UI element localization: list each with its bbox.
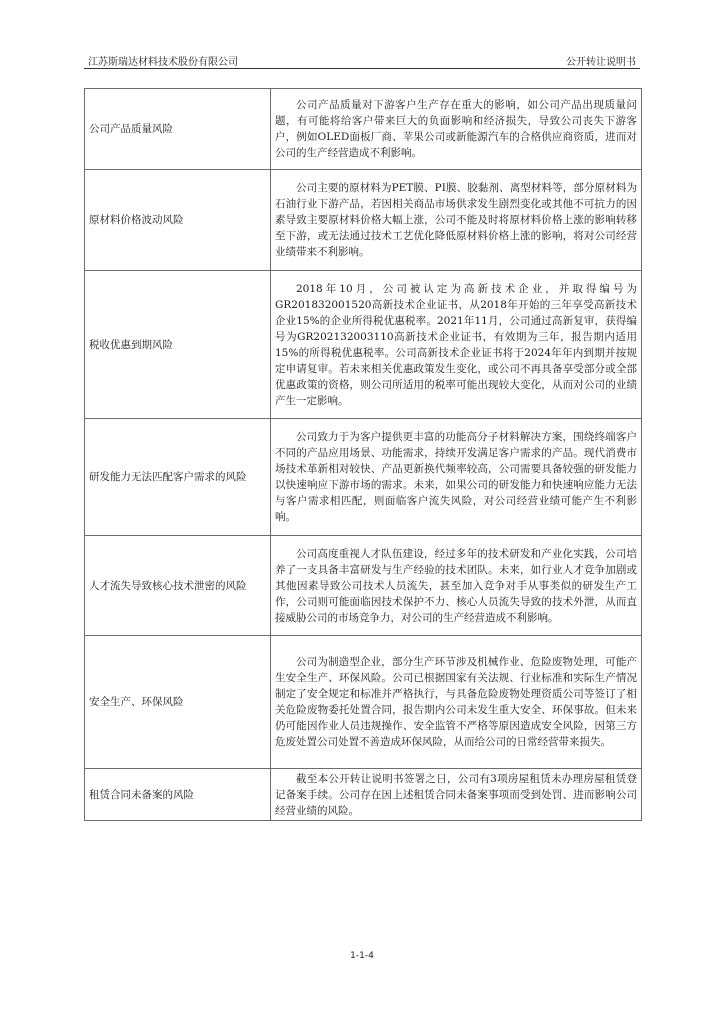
- table-row: [85, 89, 642, 170]
- table-row: [85, 536, 642, 636]
- document-title: 公开转让说明书: [566, 57, 636, 68]
- table-row: [85, 769, 642, 821]
- risk-name: 人才流失导致核心技术泄密的风险: [85, 536, 271, 636]
- page-header: [84, 50, 640, 68]
- table-row: [85, 419, 642, 536]
- risk-name: 原材料价格波动风险: [85, 170, 271, 271]
- risk-table: [84, 88, 642, 821]
- page-number: 1-1-4: [350, 951, 374, 961]
- table-row: [85, 271, 642, 419]
- risk-description: 公司主要的原材料为PET膜、PI膜、胶黏剂、离型材料等，部分原材料为石油行业下游产品，若因相关商品市场供求发生剧烈变化或其他不可抗力的因素导致主要原材料价格大幅上涨，公司不能及时将原材料价格上涨的影响转移至下游，或无法通过技术工艺优化降低原材料价格上涨的影响，将对公司经营业绩带来不利影响。: [271, 170, 642, 271]
- risk-description: 公司高度重视人才队伍建设，经过多年的技术研发和产业化实践，公司培养了一支具备丰富研发与生产经验的技术团队。未来，如行业人才竞争加剧或其他因素导致公司技术人员流失，甚至加入竞争对手从事类似的研发生产工作，公司则可能面临因技术保护不力、核心人员流失导致的技术外泄，从而直接威胁公司的市场竞争力，对公司的生产经营造成不利影响。: [271, 536, 642, 636]
- risk-description: 截至本公开转让说明书签署之日，公司有3项房屋租赁未办理房屋租赁登记备案手续。公司存在因上述租赁合同未备案事项而受到处罚、进而影响公司经营业绩的风险。: [271, 769, 642, 821]
- risk-description: 公司产品质量对下游客户生产存在重大的影响，如公司产品出现质量问题，有可能将给客户带来巨大的负面影响和经济损失，导致公司丧失下游客户，例如OLED面板厂商、苹果公司或新能源汽车的合格供应商资质，进而对公司的生产经营造成不利影响。: [271, 89, 642, 170]
- risk-name: 税收优惠到期风险: [85, 271, 271, 419]
- table-row: [85, 636, 642, 769]
- risk-description: 2018年10月，公司被认定为高新技术企业，并取得编号为GR201832001520高新技术企业证书，从2018年开始的三年享受高新技术企业15%的企业所得税优惠税率。2021年11月，公司通过高新复审，获得编号为GR202132003110高新技术企业证书，有效期为三年，报告期内适用15%的所得税优惠税率。公司高新技术企业证书将于2024年年内到期并按规定申请复审。若未来相关优惠政策发生变化，或公司不再具备享受部分或全部优惠政策的资格，则公司所适用的税率可能出现较大变化，从而对公司的业绩产生一定影响。: [271, 271, 642, 419]
- header-divider: [84, 68, 640, 69]
- risk-description: 公司致力于为客户提供更丰富的功能高分子材料解决方案，围绕终端客户不同的产品应用场景、功能需求，持续开发满足客户需求的产品。现代消费市场技术革新相对较快、产品更新换代频率较高，公司需要具备较强的研发能力以快速响应下游市场的需求。未来，如果公司的研发能力和快速响应能力无法与客户需求相匹配，则面临客户流失风险，对公司经营业绩可能产生不利影响。: [271, 419, 642, 536]
- risk-description: 公司为制造型企业，部分生产环节涉及机械作业、危险废物处理，可能产生安全生产、环保风险。公司已根据国家有关法规、行业标准和实际生产情况制定了安全规定和标准并严格执行，与具备危险废物处理资质公司等签订了相关危险废物委托处置合同，报告期内公司未发生重大安全、环保事故。但未来仍可能因作业人员违规操作、安全监管不严格等原因造成安全风险，因第三方危废处置公司处置不善造成环保风险，从而给公司的日常经营带来损失。: [271, 636, 642, 769]
- risk-name: 公司产品质量风险: [85, 89, 271, 170]
- risk-name: 安全生产、环保风险: [85, 636, 271, 769]
- company-name: 江苏斯瑞达材料技术股份有限公司: [88, 57, 238, 68]
- table-row: [85, 170, 642, 271]
- risk-name: 租赁合同未备案的风险: [85, 769, 271, 821]
- risk-name: 研发能力无法匹配客户需求的风险: [85, 419, 271, 536]
